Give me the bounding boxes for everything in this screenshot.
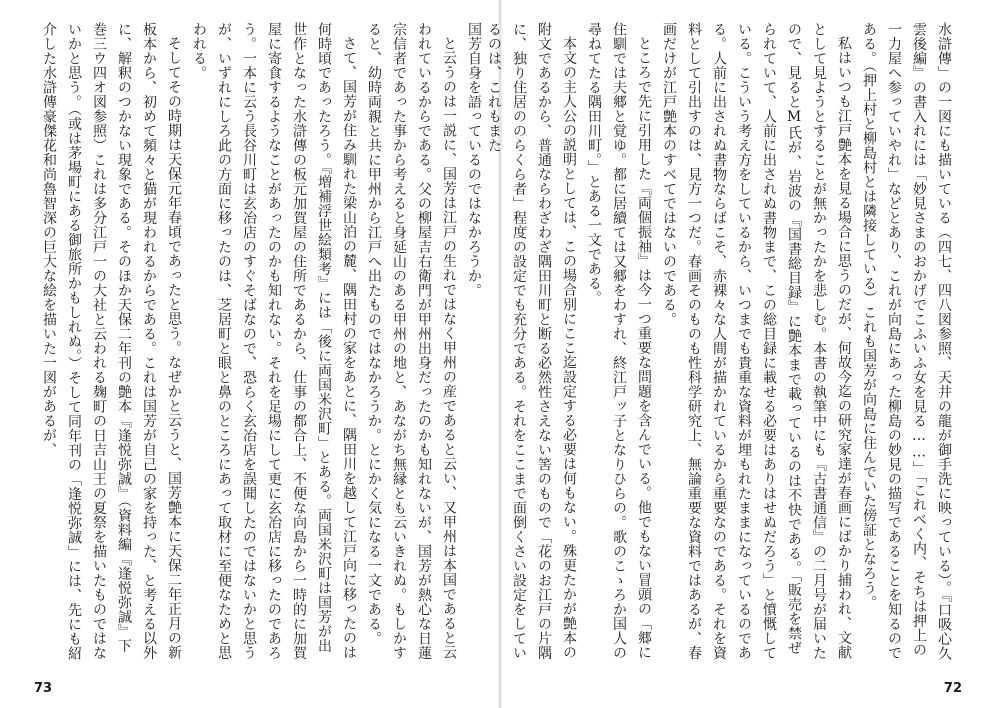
paragraph: さて、国芳が住み馴れた梁山泊の麓、隅田村の家をあとに、隅田川を越して江戸向に移ったのは何時頃であったろう。『増補浮世絵類考』には「後に両国米沢町」とある。両国米沢町は国芳が出世作となった水滸傳の板元加賀屋の住所であるから、仕事の都合上、不便な向島から一時的に加賀屋に寄食するようなことがあったのかも知れない。それを足場にして更に玄冶店に移ったのであろう。一本に云う長谷川町は玄冶店のすぐそばなので、恐らく玄冶店を誤聞したのではないかと思うが、いずれにしろ此の方面に移ったのは、芝居町と眼と鼻のところにあって取材に至便なためと思われる。 bbox=[191, 22, 357, 660]
paragraph: ところで先に引用した『両個振袖』は今一つ重要な問題を含んでいる。他でもない冒頭の「郷に住馴では夫郷と覚ゆ。都に居續ては又郷をわすれ、終江戸ッ子となりひらの。歌のこゝろか国人の尋ねてたる隅田川町。」とある一文である。 bbox=[586, 22, 652, 660]
right-page-text bbox=[486, 22, 956, 662]
paragraph: と云うのは一説に、国芳は江戸の生れではなく甲州の産であると云い、又甲州は本国であると云われているからである。父の柳屋吉右衛門が甲州出身だったのかも知れないが、国芳が熱心な日蓮宗信者であった事から考えると身延山のある甲州の地と、あながち無縁とも云いきれぬ。もしかすると、幼時両親と共に甲州から江戸へ出たものではなかろうか。とにかく気になる一文である。 bbox=[366, 22, 457, 660]
left-page-text bbox=[28, 22, 486, 662]
page-number-left: 73 bbox=[34, 681, 53, 696]
paragraph: 本文の主人公の説明としては、この場合別にここ迄設定する必要は何もない。殊更たかが艶本の附文であるから、普通ならわざわざ隅田川町と断る必然性さえない筈のもので「花のお江戸の片隅に、独り住居ののらくら者」程度の設定でも充分である。それをここまで面倒くさい設定をしているのは、これもまた bbox=[486, 22, 577, 660]
paragraph: 国芳自身を語っているのではなかろうか。 bbox=[466, 22, 482, 298]
paragraph: 水滸傳」の一図にも描いている（四七、四八図参照、天井の龍が御手洗に映っている）。『口吸心久雲後編』の書入れには「妙見さまのおかげでこふいふ女を見る……」「これべく内、そちは押上の一力屋へ参っていやれ」などとあり、これが向島にあった柳島の妙見の描写であることを知るのである。（押上村と柳島村とは隣接している）これも国芳が向島に住んでいた傍証となろう。 bbox=[861, 22, 952, 661]
paragraph: そしてその時期は天保元年春頃であったと思う。なぜかと云うと、国芳艶本に天保二年正月の新板本から、初めて頻々と猫が現われるからである。これは国芳が自己の家を持った、と考える以外に、解釈のつかない現象である。そのほか天保二年刊の艶本『逢悦弥誠』（資料編『逢悦弥誠』下巻三ウ四オ図参照）これは多分江戸一の大社と云われる麹町の日吉山王の夏祭を描いたものではないかと思う。（或は茅場町にある御旅所かもしれぬ。）そして同年刊の「逢悦弥誠」には、先にも紹介した水滸傳豪傑花和尚魯智深の巨大な絵を描いた一図があるが、 bbox=[41, 22, 182, 661]
right-page bbox=[486, 0, 1000, 708]
paragraph: 私はいつも江戸艶本を見る場合に思うのだが、何故今迄の研究家達が春画にばかり捕われ、文献として見ようとすることが無かったかを悲しむ。本書の執筆中にも『古書通信』の二月号が届いたので、見るとM氏が、岩波の『国書総目録』に艶本まで載っているのは不快である。「販売を禁ぜられていて、人前に出されぬ書物まで、この総目録に載せる必要はありはせぬだろう」と憤慨している。こういう考え方をしているから、いつまでも貴重な資料が埋もれたままになっているのである。人前に出されぬ書物ならばこそ、赤裸々な人間が描かれているから重要なのである。それを資料として引出すのは、見方一つだ。春画そのものも性科学研究上、無論重要な資料ではあるが、春画だけが江戸艶本のすべてではないのである。 bbox=[661, 22, 852, 660]
page-number-right: 72 bbox=[943, 681, 962, 696]
